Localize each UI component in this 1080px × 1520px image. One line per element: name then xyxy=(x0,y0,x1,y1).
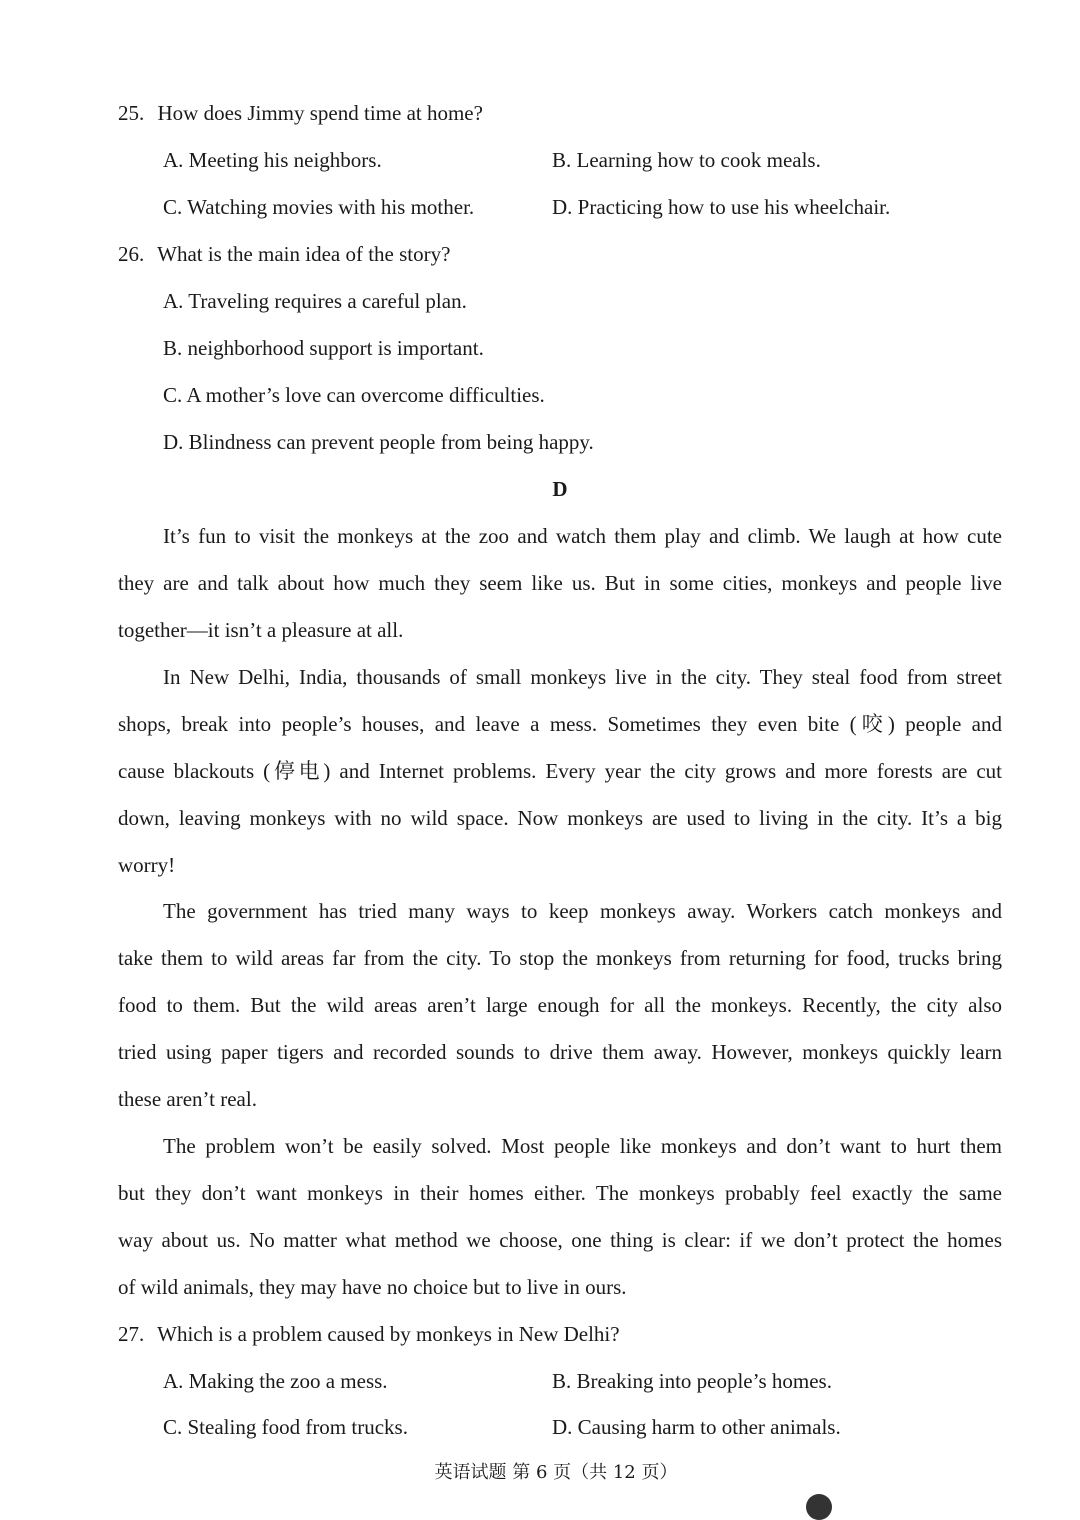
passage-line: down, leaving monkeys with no wild space. Now monkeys are used to living in the city. It’s a big xyxy=(118,806,1002,830)
option-26-b: B. neighborhood support is important. xyxy=(163,336,484,360)
option-26-c: C. A mother’s love can overcome difficulties. xyxy=(163,383,545,407)
passage-line: way about us. No matter what method we choose, one thing is clear: if we don’t protect the homes xyxy=(118,1228,1002,1252)
passage-line: these aren’t real. xyxy=(118,1087,257,1111)
option-27-b: B. Breaking into people’s homes. xyxy=(552,1369,832,1393)
question-number: 27. xyxy=(118,1322,145,1346)
passage-line: of wild animals, they may have no choice but to live in ours. xyxy=(118,1275,627,1299)
passage-line: they are and talk about how much they seem like us. But in some cities, monkeys and people live xyxy=(118,571,1002,595)
question-text: How does Jimmy spend time at home? xyxy=(157,101,483,125)
option-27-a: A. Making the zoo a mess. xyxy=(163,1369,388,1393)
passage-line: together—it isn’t a pleasure at all. xyxy=(118,618,404,642)
question-number: 25. xyxy=(118,101,145,125)
option-25-a: A. Meeting his neighbors. xyxy=(163,148,382,172)
option-25-c: C. Watching movies with his mother. xyxy=(163,195,475,219)
passage-line: but they don’t want monkeys in their homes either. The monkeys probably feel exactly the same xyxy=(118,1181,1002,1205)
question-26 xyxy=(118,241,450,267)
question-25 xyxy=(118,100,483,126)
question-27 xyxy=(118,1321,620,1347)
passage-line: shops, break into people’s houses, and leave a mess. Sometimes they even bite (咬) people and xyxy=(118,712,1002,736)
option-27-c: C. Stealing food from trucks. xyxy=(163,1415,408,1439)
option-25-b: B. Learning how to cook meals. xyxy=(552,148,821,172)
option-27-d: D. Causing harm to other animals. xyxy=(552,1415,841,1439)
watermark xyxy=(800,1490,1080,1510)
passage-line: The government has tried many ways to keep monkeys away. Workers catch monkeys and xyxy=(163,899,1002,923)
passage-line: cause blackouts (停电) and Internet problems. Every year the city grows and more forests are cut xyxy=(118,759,1002,783)
section-heading: D xyxy=(552,477,568,501)
option-26-a: A. Traveling requires a careful plan. xyxy=(163,289,467,313)
page-footer: 英语试题 第 6 页（共 12 页） xyxy=(434,1462,678,1483)
question-number: 26. xyxy=(118,242,145,266)
passage-line: It’s fun to visit the monkeys at the zoo and watch them play and climb. We laugh at how cute xyxy=(163,524,1002,548)
passage-line: worry! xyxy=(118,853,176,877)
passage-line: In New Delhi, India, thousands of small monkeys live in the city. They steal food from street xyxy=(163,665,1002,689)
option-26-d: D. Blindness can prevent people from being happy. xyxy=(163,430,594,454)
passage-line: food to them. But the wild areas aren’t large enough for all the monkeys. Recently, the city also xyxy=(118,993,1002,1017)
passage-line: take them to wild areas far from the city. To stop the monkeys from returning for food, trucks bring xyxy=(118,946,1002,970)
passage-line: tried using paper tigers and recorded sounds to drive them away. However, monkeys quickly learn xyxy=(118,1040,1002,1064)
question-text: Which is a problem caused by monkeys in New Delhi? xyxy=(157,1322,620,1346)
question-text: What is the main idea of the story? xyxy=(157,242,451,266)
watermark-logo-icon xyxy=(806,1494,832,1520)
passage-line: The problem won’t be easily solved. Most people like monkeys and don’t want to hurt them xyxy=(163,1134,1002,1158)
option-25-d: D. Practicing how to use his wheelchair. xyxy=(552,195,891,219)
